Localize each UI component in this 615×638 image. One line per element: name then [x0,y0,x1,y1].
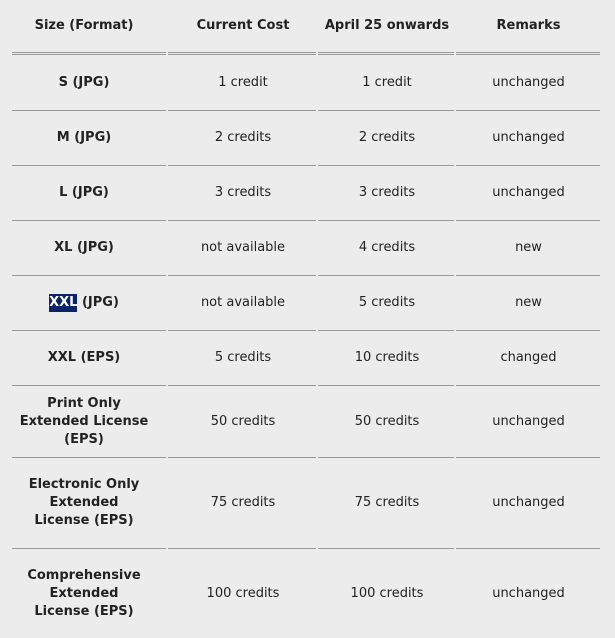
size-cell: S (JPG) [58,75,110,90]
current-cost-cell: 3 credits [214,185,272,200]
current-cost-cell: 5 credits [214,350,272,365]
table-row [0,386,615,457]
size-cell: Print Only Extended License (EPS) [19,395,149,447]
april-cost-cell: 5 credits [358,295,416,310]
table-row [0,111,615,165]
header-current-cost: Current Cost [196,18,290,33]
remarks-cell: unchanged [492,585,565,601]
remarks-cell: unchanged [492,130,565,145]
remarks-cell: unchanged [492,185,565,200]
text-selection-highlight[interactable]: XXL [49,295,78,310]
table-row [0,458,615,548]
current-cost-cell: 75 credits [210,495,276,510]
size-cell: XXL (EPS) [47,350,121,365]
header-size: Size (Format) [34,18,134,33]
april-cost-cell: 10 credits [354,350,420,365]
remarks-cell: new [515,295,542,310]
current-cost-cell: 100 credits [206,585,280,601]
current-cost-cell: 50 credits [210,413,276,429]
size-cell: L (JPG) [59,185,109,200]
size-cell: Electronic Only Extended License (EPS) [28,477,140,528]
size-cell [0,276,168,330]
remarks-cell: new [515,240,542,255]
table-row [0,331,615,385]
current-cost-cell: not available [200,240,286,255]
current-cost-cell: not available [200,295,286,310]
table-row [0,549,615,638]
april-cost-cell: 3 credits [358,185,416,200]
size-format-suffix: (JPG) [77,295,119,310]
header-divider [12,52,600,55]
size-cell: M (JPG) [56,130,112,145]
table-row [0,56,615,110]
size-cell: Comprehensive Extended License (EPS) [27,567,141,619]
current-cost-cell: 1 credit [218,75,268,90]
size-cell: XL (JPG) [54,240,114,255]
table-row [0,276,615,330]
table-header [0,0,615,52]
remarks-cell: unchanged [492,75,565,90]
header-remarks: Remarks [496,18,561,33]
april-cost-cell: 1 credit [362,75,412,90]
april-cost-cell: 2 credits [358,130,416,145]
april-cost-cell: 50 credits [354,413,420,429]
april-cost-cell: 100 credits [350,585,424,601]
remarks-cell: changed [500,350,557,365]
april-cost-cell: 75 credits [354,495,420,510]
current-cost-cell: 2 credits [214,130,272,145]
header-april-onwards: April 25 onwards [324,18,450,33]
april-cost-cell: 4 credits [358,240,416,255]
remarks-cell: unchanged [492,413,565,429]
table-row [0,221,615,275]
remarks-cell: unchanged [492,495,565,510]
table-row [0,166,615,220]
